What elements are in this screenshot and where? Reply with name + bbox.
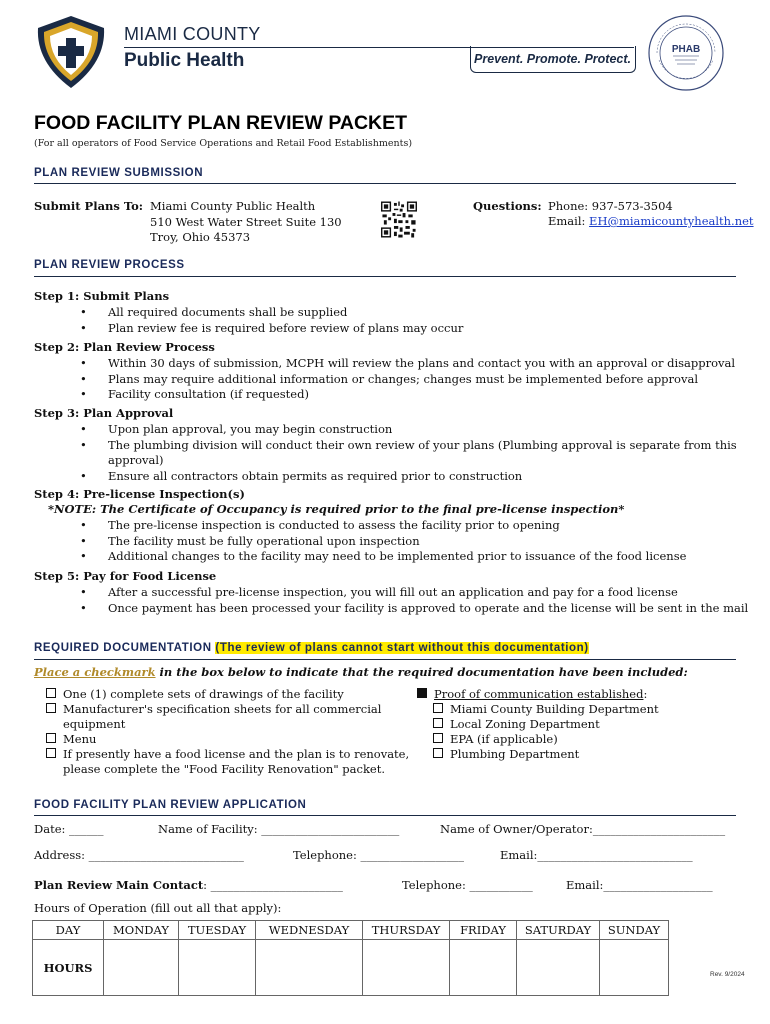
email-label: Email: (548, 214, 590, 228)
email-link[interactable]: EH@miamicountyhealth.net (589, 214, 754, 228)
table-row (33, 940, 669, 996)
list-item: • Plan review fee is required before review of plans may occur (80, 320, 464, 335)
checkbox[interactable] (46, 703, 56, 713)
address-line: Troy, Ohio 45373 (150, 230, 251, 244)
step4-note: *NOTE: The Certificate of Occupancy is required prior to the final pre-license inspection* (48, 502, 625, 516)
checklist-item[interactable]: Local Zoning Department (417, 717, 659, 732)
checkbox-filled[interactable] (417, 688, 427, 698)
hours-table (32, 920, 669, 996)
submit-address (150, 199, 342, 246)
table-header-cell: SATURDAY (517, 921, 600, 940)
hours-row-label: HOURS (33, 940, 104, 996)
address-line: 510 West Water Street Suite 130 (150, 214, 342, 229)
main-contact-field[interactable]: Plan Review Main Contact: _______________________ (34, 878, 343, 892)
list-item: • Ensure all contractors obtain permits as required prior to construction (80, 468, 523, 483)
checkmark-link[interactable]: Place a checkmark (34, 665, 156, 679)
county-shield-logo (34, 14, 108, 90)
required-heading: REQUIRED DOCUMENTATION (34, 642, 212, 654)
table-header-cell: DAY (33, 921, 104, 940)
checklist-item-continued: equipment (63, 717, 126, 731)
required-heading-note: (The review of plans cannot start without this documentation) (215, 642, 589, 654)
table-row (33, 921, 669, 940)
owner-name-field[interactable]: Name of Owner/Operator:_______________________ (440, 822, 726, 836)
submission-heading: PLAN REVIEW SUBMISSION (34, 167, 204, 179)
checklist-item[interactable]: EPA (if applicable) (417, 732, 659, 747)
table-header-cell: FRIDAY (450, 921, 517, 940)
table-header-cell: TUESDAY (179, 921, 256, 940)
list-item: • The plumbing division will conduct their own review of your plans (Plumbing approval is separate from this (80, 437, 737, 452)
application-heading: FOOD FACILITY PLAN REVIEW APPLICATION (34, 799, 307, 811)
table-header-cell: MONDAY (104, 921, 179, 940)
step1-list (80, 305, 464, 336)
step5-title: Step 5: Pay for Food License (34, 569, 217, 583)
table-header-cell: THURSDAY (363, 921, 450, 940)
org-name-line2: Public Health (124, 50, 245, 71)
checklist-item[interactable]: Menu (46, 732, 409, 747)
checkbox[interactable] (46, 733, 56, 743)
step3-title: Step 3: Plan Approval (34, 406, 174, 420)
required-left-list (46, 687, 409, 777)
checkbox[interactable] (433, 703, 443, 713)
revision-label: Rev. 9/2024 (710, 971, 745, 978)
hours-input-monday[interactable] (104, 940, 179, 996)
process-rule (34, 276, 736, 277)
required-right-list (417, 687, 659, 762)
checkbox[interactable] (433, 748, 443, 758)
checkbox[interactable] (46, 688, 56, 698)
checklist-item[interactable]: Miami County Building Department (417, 702, 659, 717)
checklist-item[interactable]: Proof of communication established: (417, 687, 659, 702)
checklist-item-continued: please complete the "Food Facility Renovation" packet. (63, 762, 385, 776)
required-rule (34, 659, 736, 660)
checkbox[interactable] (433, 733, 443, 743)
list-item: • Once payment has been processed your facility is approved to operate and the license will be sent in the mail (80, 600, 749, 615)
date-field[interactable]: Date: ______ (34, 822, 104, 836)
list-item: • All required documents shall be supplied (80, 305, 348, 319)
list-item: • Facility consultation (if requested) (80, 387, 309, 401)
table-header-cell: WEDNESDAY (256, 921, 363, 940)
list-item: • Upon plan approval, you may begin construction (80, 422, 393, 436)
checklist-item[interactable]: If presently have a food license and the plan is to renovate, (46, 747, 409, 762)
org-name-line1: MIAMI COUNTY (124, 24, 261, 44)
hours-input-wednesday[interactable] (256, 940, 363, 996)
phab-accreditation-seal (647, 14, 725, 92)
seal-text: PHAB (671, 44, 701, 55)
email-field[interactable]: Email:___________________________ (500, 848, 693, 862)
submission-rule (34, 183, 736, 184)
list-item: • Plans may require additional information or changes; changes must be implemented before approval (80, 371, 698, 386)
step2-list (80, 356, 736, 403)
hours-input-thursday[interactable] (363, 940, 450, 996)
hours-input-tuesday[interactable] (179, 940, 256, 996)
list-item: • Additional changes to the facility may need to be implemented prior to issuance of the food license (80, 549, 687, 563)
contact-email-field[interactable]: Email:___________________ (566, 878, 713, 892)
page-title: FOOD FACILITY PLAN REVIEW PACKET (34, 112, 408, 134)
step2-title: Step 2: Plan Review Process (34, 340, 215, 354)
address-field[interactable]: Address: ___________________________ (34, 848, 244, 862)
step4-list (80, 518, 687, 565)
hours-input-saturday[interactable] (517, 940, 600, 996)
step1-title: Step 1: Submit Plans (34, 289, 170, 303)
questions-label: Questions: (473, 199, 542, 213)
hours-input-sunday[interactable] (600, 940, 669, 996)
list-item: • After a successful pre-license inspection, you will fill out an application and pay for a food license (80, 585, 678, 599)
table-header-cell: SUNDAY (600, 921, 669, 940)
questions-phone: Phone: 937-573-3504 (548, 199, 673, 213)
checkbox[interactable] (433, 718, 443, 728)
tagline: Prevent. Promote. Protect. (474, 52, 631, 66)
checklist-item[interactable]: Manufacturer's specification sheets for all commercial (46, 702, 409, 717)
address-line: Miami County Public Health (150, 199, 316, 213)
questions-email-line (548, 214, 754, 230)
process-heading: PLAN REVIEW PROCESS (34, 259, 185, 271)
step4-title: Step 4: Pre-license Inspection(s) (34, 487, 245, 501)
page-subtitle: (For all operators of Food Service Operations and Retail Food Establishments) (34, 138, 413, 149)
telephone-field[interactable]: Telephone: __________________ (293, 848, 465, 862)
application-rule (34, 815, 736, 816)
list-item: • The pre-license inspection is conducted to assess the facility prior to opening (80, 518, 560, 532)
step5-list (80, 585, 749, 616)
checkbox[interactable] (46, 748, 56, 758)
list-item-continued: approval) (108, 453, 164, 467)
checklist-item[interactable]: One (1) complete sets of drawings of the facility (46, 687, 409, 702)
list-item: • Within 30 days of submission, MCPH will review the plans and contact you with an approval or disapproval (80, 356, 736, 370)
step3-list (80, 422, 737, 484)
required-heading-line (34, 642, 589, 654)
list-item: • The facility must be fully operational upon inspection (80, 533, 420, 548)
checklist-item[interactable]: Plumbing Department (417, 747, 659, 762)
contact-telephone-field[interactable]: Telephone: ___________ (402, 878, 533, 892)
hours-input-friday[interactable] (450, 940, 517, 996)
required-instruction: Place a checkmark in the box below to indicate that the required documentation have been included: (34, 665, 688, 679)
submit-label: Submit Plans To: (34, 199, 144, 213)
qr-code[interactable] (381, 201, 417, 238)
hours-label: Hours of Operation (fill out all that apply): (34, 901, 282, 915)
facility-name-field[interactable]: Name of Facility: ________________________ (158, 822, 400, 836)
